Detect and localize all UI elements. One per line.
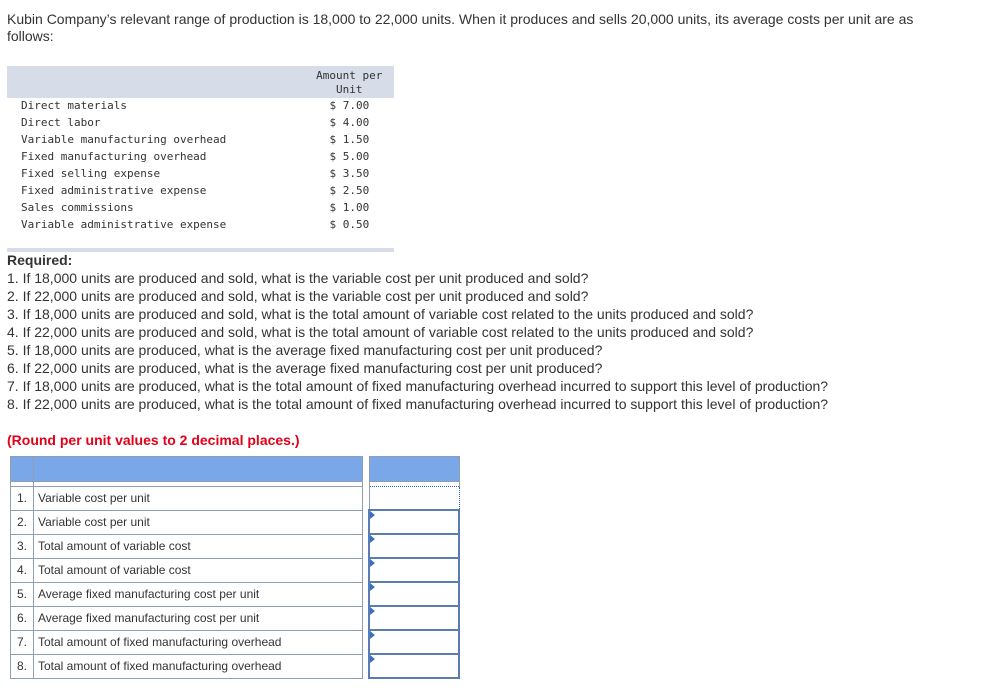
dropdown-marker-icon [370, 583, 375, 591]
cost-label: Variable administrative expense [21, 218, 227, 231]
answer-row [11, 534, 460, 558]
answer-label: Total amount of variable cost [34, 558, 363, 582]
required-item: 3. If 18,000 units are produced and sold, what is the total amount of variable cost related to the units produced and sold? [7, 306, 754, 322]
cost-label: Direct labor [21, 116, 101, 129]
cost-amount: $ 4.00 [329, 116, 370, 129]
cost-row [7, 165, 394, 182]
cost-label: Sales commissions [21, 201, 134, 214]
answer-row [11, 582, 460, 606]
cost-row [7, 216, 394, 233]
answer-table [10, 456, 460, 679]
required-list [7, 269, 828, 413]
required-item: 2. If 22,000 units are produced and sold, what is the variable cost per unit produced and sold? [7, 288, 589, 304]
answer-input[interactable] [370, 535, 458, 557]
amount-per-unit-header [305, 66, 394, 98]
answer-number: 6. [11, 606, 34, 630]
cost-label: Direct materials [21, 99, 127, 112]
required-section [7, 251, 828, 413]
answer-input[interactable] [370, 607, 458, 629]
cost-row [7, 182, 394, 199]
answer-table-header [11, 457, 460, 482]
required-title: Required: [7, 252, 73, 268]
answer-number: 2. [11, 510, 34, 534]
required-item: 8. If 22,000 units are produced, what is the total amount of fixed manufacturing overhead incurred to support this level of production? [7, 396, 829, 412]
cost-table-header [7, 66, 394, 98]
cost-table-header-blank [7, 66, 305, 98]
answer-row [11, 654, 460, 678]
answer-header-cell [11, 457, 34, 482]
cost-row [7, 114, 394, 131]
answer-row [11, 487, 460, 511]
cost-amount: $ 2.50 [329, 184, 370, 197]
cost-amount: $ 3.50 [329, 167, 370, 180]
answer-label: Average fixed manufacturing cost per unit [34, 606, 363, 630]
cost-amount: $ 1.50 [329, 133, 370, 146]
cost-table-footer-cell [7, 233, 305, 250]
answer-input[interactable] [370, 511, 458, 533]
answer-label: Variable cost per unit [34, 510, 363, 534]
answer-label: Total amount of fixed manufacturing overhead [34, 630, 363, 654]
answer-input[interactable] [370, 487, 459, 509]
answer-input[interactable] [370, 559, 458, 581]
cost-amount: $ 5.00 [329, 150, 370, 163]
rounding-instruction: (Round per unit values to 2 decimal places.) [7, 432, 300, 448]
cost-row [7, 131, 394, 148]
required-item: 1. If 18,000 units are produced and sold, what is the variable cost per unit produced and sold? [7, 270, 589, 286]
required-item: 6. If 22,000 units are produced, what is the average fixed manufacturing cost per unit produced? [7, 360, 603, 376]
answer-number: 4. [11, 558, 34, 582]
cost-row [7, 98, 394, 114]
cost-label: Fixed selling expense [21, 167, 161, 180]
dropdown-marker-icon [370, 535, 375, 543]
cost-label: Fixed manufacturing overhead [21, 150, 207, 163]
cost-row [7, 148, 394, 165]
answer-label: Total amount of fixed manufacturing overhead [34, 654, 363, 678]
amount-header-line1: Amount per [316, 69, 383, 82]
answer-label: Variable cost per unit [34, 487, 363, 511]
dropdown-marker-icon [370, 559, 375, 567]
answer-label: Average fixed manufacturing cost per unit [34, 582, 363, 606]
answer-row [11, 510, 460, 534]
cost-label: Fixed administrative expense [21, 184, 207, 197]
answer-cell [369, 630, 459, 654]
required-item: 4. If 22,000 units are produced and sold, what is the total amount of variable cost related to the units produced and sold? [7, 324, 754, 340]
cost-amount: $ 1.00 [329, 201, 370, 214]
answer-input[interactable] [370, 583, 458, 605]
answer-cell [369, 534, 459, 558]
cost-row [7, 199, 394, 216]
answer-number: 7. [11, 630, 34, 654]
answer-row [11, 630, 460, 654]
answer-cell [369, 606, 459, 630]
amount-header-line2: Unit [336, 83, 363, 96]
answer-number: 8. [11, 654, 34, 678]
answer-number: 5. [11, 582, 34, 606]
answer-cell [369, 582, 459, 606]
required-item: 5. If 18,000 units are produced, what is the average fixed manufacturing cost per unit produced? [7, 342, 603, 358]
dropdown-marker-icon [370, 655, 375, 663]
dropdown-marker-icon [370, 511, 375, 519]
cost-table [7, 66, 394, 252]
cost-amount: $ 7.00 [329, 99, 370, 112]
cost-table-footer-cell [305, 233, 394, 250]
answer-row [11, 606, 460, 630]
answer-header-cell [34, 457, 363, 482]
dropdown-marker-icon [370, 607, 375, 615]
answer-row [11, 558, 460, 582]
cost-table-footer [7, 233, 394, 250]
problem-intro: Kubin Company’s relevant range of production is 18,000 to 22,000 units. When it produces and sells 20,000 units, its average costs per unit are as follows: [7, 11, 914, 44]
required-item: 7. If 18,000 units are produced, what is the total amount of fixed manufacturing overhead incurred to support this level of production? [7, 378, 829, 394]
answer-cell [369, 510, 459, 534]
cost-amount: $ 0.50 [329, 218, 370, 231]
answer-label: Total amount of variable cost [34, 534, 363, 558]
answer-number: 3. [11, 534, 34, 558]
answer-input[interactable] [370, 655, 458, 677]
answer-cell [369, 654, 459, 678]
answer-header-cell [369, 457, 459, 482]
answer-cell [369, 487, 459, 511]
cost-label: Variable manufacturing overhead [21, 133, 227, 146]
answer-input[interactable] [370, 631, 458, 653]
answer-number: 1. [11, 487, 34, 511]
answer-cell [369, 558, 459, 582]
dropdown-marker-icon [370, 631, 375, 639]
